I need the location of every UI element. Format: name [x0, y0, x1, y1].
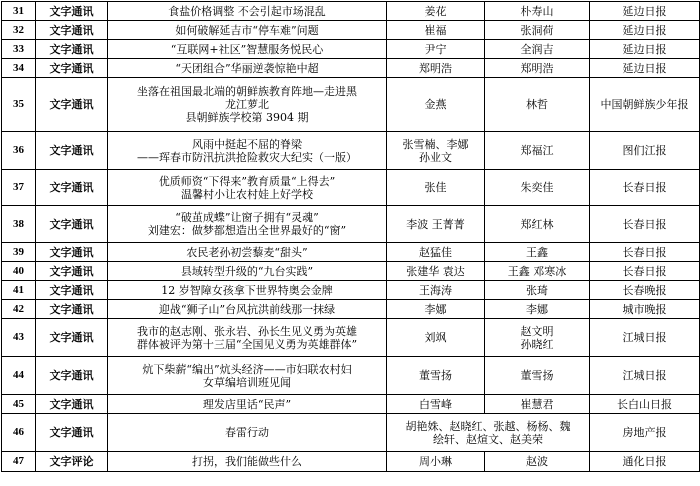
- entry-type: 文字评论: [36, 452, 108, 472]
- entry-type: 文字通讯: [36, 357, 108, 395]
- editor-name-line: 赵波: [526, 455, 548, 468]
- article-title: [108, 281, 387, 300]
- author-name-line: 张佳: [424, 181, 447, 194]
- author-name: [387, 59, 485, 78]
- article-title: [108, 300, 387, 319]
- entry-type: 文字通讯: [36, 395, 108, 414]
- author-name-line: 绘轩、赵煊文、赵美荣: [433, 432, 543, 446]
- table-row: [2, 206, 700, 243]
- article-title: [108, 78, 387, 132]
- publication-name: 长春日报: [590, 262, 700, 281]
- editor-name: [485, 78, 590, 132]
- article-title: [108, 262, 387, 281]
- author-name-line: 张雪楠、李娜: [402, 137, 469, 151]
- row-number: 45: [2, 395, 36, 414]
- table-row: [2, 170, 700, 206]
- publication-name: 中国朝鲜族少年报: [590, 78, 700, 132]
- article-title-line: 炕下柴薪“编出”炕头经济——市妇联农村妇: [142, 362, 352, 376]
- entry-type: 文字通讯: [36, 300, 108, 319]
- article-title-line: 女草编培训班见闻: [203, 375, 291, 389]
- article-title: [108, 132, 387, 170]
- editor-name-line: 全润吉: [520, 42, 554, 56]
- article-title-line: 县域转型升级的“九台实践”: [180, 264, 314, 278]
- editor-name: [485, 395, 590, 414]
- entry-type: 文字通讯: [36, 170, 108, 206]
- author-name: [387, 262, 485, 281]
- author-name-line: 刘飒: [424, 331, 447, 344]
- editor-name: [485, 262, 590, 281]
- publication-name: 长白山日报: [590, 395, 700, 414]
- author-name: [387, 319, 485, 357]
- article-title-line: “互联网+社区”智慧服务悦民心: [170, 42, 324, 56]
- author-name: [387, 40, 485, 59]
- table-row: [2, 357, 700, 395]
- article-title-line: 龙江萝北: [225, 98, 269, 111]
- article-title-line: 风雨中挺起不屈的脊梁: [192, 137, 302, 151]
- editor-name: [485, 206, 590, 243]
- author-name-line: 王海涛: [419, 283, 452, 297]
- publication-name: 城市晚报: [590, 300, 700, 319]
- entry-type: 文字通讯: [36, 414, 108, 452]
- entry-type: 文字通讯: [36, 2, 108, 21]
- publication-name: 江城日报: [590, 357, 700, 395]
- article-title-line: 群体被评为第十三届“全国见义勇为英雄群体”: [136, 337, 358, 351]
- editor-name-line: 朱奕佳: [520, 181, 554, 194]
- author-name-line: 周小琳: [419, 455, 452, 468]
- article-title: [108, 40, 387, 59]
- article-title: [108, 414, 387, 452]
- entry-type: 文字通讯: [36, 206, 108, 243]
- article-title-line: 坐落在祖国最北端的朝鲜族教育阵地—走进黑: [137, 85, 357, 98]
- article-title: [108, 243, 387, 262]
- row-number: 31: [2, 2, 36, 21]
- table-body: [2, 2, 700, 472]
- editor-name: [485, 357, 590, 395]
- article-title-line: 县朝鲜族学校第 3904 期: [185, 111, 309, 124]
- entry-type: 文字通讯: [36, 319, 108, 357]
- author-name-line: 李娜: [424, 302, 447, 316]
- author-name: [387, 78, 485, 132]
- article-title-line: 春雷行动: [225, 426, 269, 439]
- editor-name-line: 郑红林: [520, 217, 554, 231]
- author-name: [387, 281, 485, 300]
- publication-name: 长春日报: [590, 243, 700, 262]
- publication-name: 延边日报: [590, 21, 700, 40]
- author-name: [387, 414, 590, 452]
- table-row: [2, 78, 700, 132]
- author-name-line: 金燕: [424, 98, 447, 111]
- publication-name: 长春日报: [590, 170, 700, 206]
- row-number: 46: [2, 414, 36, 452]
- article-title-line: 食盐价格调整 不会引起市场混乱: [168, 4, 326, 18]
- entry-type: 文字通讯: [36, 243, 108, 262]
- publication-name: 延边日报: [590, 40, 700, 59]
- editor-name: [485, 281, 590, 300]
- editor-name-line: 张琦: [526, 283, 548, 297]
- row-number: 40: [2, 262, 36, 281]
- publication-name: 长春日报: [590, 206, 700, 243]
- row-number: 38: [2, 206, 36, 243]
- article-title: [108, 452, 387, 472]
- table-row: [2, 300, 700, 319]
- article-title-line: “破茧成蝶”让窗子拥有“灵魂”: [175, 211, 319, 224]
- editor-name-line: 赵文明: [520, 324, 554, 338]
- row-number: 39: [2, 243, 36, 262]
- table-row: [2, 414, 700, 452]
- entry-type: 文字通讯: [36, 21, 108, 40]
- editor-name: [485, 59, 590, 78]
- row-number: 36: [2, 132, 36, 170]
- table-row: [2, 319, 700, 357]
- editor-name-line: 郑福江: [520, 144, 554, 157]
- publication-name: 延边日报: [590, 59, 700, 78]
- article-title: [108, 59, 387, 78]
- author-name-line: 李波 王菁菁: [406, 217, 465, 231]
- table-row: [2, 21, 700, 40]
- editor-name: [485, 319, 590, 357]
- editor-name: [485, 170, 590, 206]
- article-title-line: “天团组合”华丽逆袭惊艳中超: [175, 61, 319, 75]
- article-title: [108, 319, 387, 357]
- row-number: 33: [2, 40, 36, 59]
- editor-name: [485, 40, 590, 59]
- row-number: 34: [2, 59, 36, 78]
- entry-type: 文字通讯: [36, 132, 108, 170]
- publication-name: 通化日报: [590, 452, 700, 472]
- table-row: [2, 59, 700, 78]
- author-name: [387, 132, 485, 170]
- author-name-line: 尹宁: [424, 42, 447, 56]
- author-name-line: 董雪扬: [419, 369, 452, 382]
- table-row: [2, 2, 700, 21]
- entry-type: 文字通讯: [36, 281, 108, 300]
- article-title: [108, 21, 387, 40]
- editor-name: [485, 243, 590, 262]
- author-name-line: 胡艳姝、赵晓红、张越、杨杨、魏: [405, 419, 571, 433]
- author-name-line: 姜花: [424, 4, 447, 18]
- author-name-line: 白雪峰: [419, 397, 452, 411]
- editor-name: [485, 21, 590, 40]
- author-name: [387, 21, 485, 40]
- editor-name-line: 朴寿山: [520, 4, 554, 18]
- publication-name: 延边日报: [590, 2, 700, 21]
- author-name-line: 孙业文: [419, 150, 452, 164]
- table-row: [2, 452, 700, 472]
- row-number: 47: [2, 452, 36, 472]
- author-name: [387, 395, 485, 414]
- article-title: [108, 170, 387, 206]
- editor-name-line: 董雪扬: [520, 369, 554, 382]
- article-title: [108, 357, 387, 395]
- row-number: 32: [2, 21, 36, 40]
- article-title-line: 温馨村小让农村娃上好学校: [181, 187, 313, 201]
- article-title-line: 理发店里话“民声”: [202, 397, 292, 411]
- article-title-line: 优质师资“下得来”教育质量“上得去”: [158, 174, 336, 188]
- editor-name-line: 王鑫 邓寒冰: [507, 264, 567, 278]
- article-title-line: 迎战“狮子山”台风抗洪前线那一抹绿: [158, 302, 336, 316]
- row-number: 37: [2, 170, 36, 206]
- article-title-line: ——珲春市防汛抗洪抢险救灾大纪实（一版）: [137, 150, 357, 164]
- table-row: [2, 132, 700, 170]
- editor-name: [485, 300, 590, 319]
- article-title-line: 刘建宏：做梦都想造出全世界最好的“窗”: [147, 224, 347, 237]
- article-title-line: 如何破解延吉市“停车难”问题: [175, 23, 319, 37]
- table-row: [2, 281, 700, 300]
- publication-name: 房地产报: [590, 414, 700, 452]
- award-list-table: [1, 1, 700, 472]
- author-name: [387, 2, 485, 21]
- article-title-line: 农民老孙初尝藜麦“甜头”: [186, 245, 308, 259]
- table-row: [2, 395, 700, 414]
- author-name: [387, 300, 485, 319]
- editor-name-line: 王鑫: [526, 245, 548, 259]
- article-title-line: 打拐，我们能做些什么: [192, 455, 302, 468]
- author-name: [387, 243, 485, 262]
- row-number: 43: [2, 319, 36, 357]
- editor-name-line: 郑明浩: [520, 61, 554, 75]
- article-title-line: 12 岁智障女孩拿下世界特奥会金牌: [161, 283, 333, 297]
- table-row: [2, 262, 700, 281]
- editor-name: [485, 132, 590, 170]
- editor-name-line: 孙晓红: [520, 337, 554, 351]
- editor-name: [485, 452, 590, 472]
- entry-type: 文字通讯: [36, 78, 108, 132]
- author-name: [387, 357, 485, 395]
- author-name-line: 张建华 袁达: [406, 264, 465, 278]
- row-number: 44: [2, 357, 36, 395]
- editor-name: [485, 2, 590, 21]
- row-number: 35: [2, 78, 36, 132]
- article-title-line: 我市的赵志刚、张永岩、孙长生见义勇为英雄: [137, 324, 357, 338]
- publication-name: 图们江报: [590, 132, 700, 170]
- publication-name: 长春晚报: [590, 281, 700, 300]
- row-number: 42: [2, 300, 36, 319]
- publication-name: 江城日报: [590, 319, 700, 357]
- row-number: 41: [2, 281, 36, 300]
- entry-type: 文字通讯: [36, 59, 108, 78]
- table-row: [2, 40, 700, 59]
- editor-name-line: 李娜: [526, 302, 548, 316]
- article-title: [108, 2, 387, 21]
- article-title: [108, 395, 387, 414]
- author-name-line: 赵猛佳: [419, 245, 452, 259]
- editor-name-line: 崔慧君: [520, 397, 554, 411]
- author-name: [387, 170, 485, 206]
- article-title: [108, 206, 387, 243]
- author-name: [387, 452, 485, 472]
- author-name-line: 郑明浩: [419, 61, 452, 75]
- author-name: [387, 206, 485, 243]
- entry-type: 文字通讯: [36, 40, 108, 59]
- editor-name-line: 林哲: [526, 98, 548, 111]
- author-name-line: 崔福: [424, 23, 447, 37]
- table-row: [2, 243, 700, 262]
- editor-name-line: 张洞荷: [520, 23, 554, 37]
- entry-type: 文字通讯: [36, 262, 108, 281]
